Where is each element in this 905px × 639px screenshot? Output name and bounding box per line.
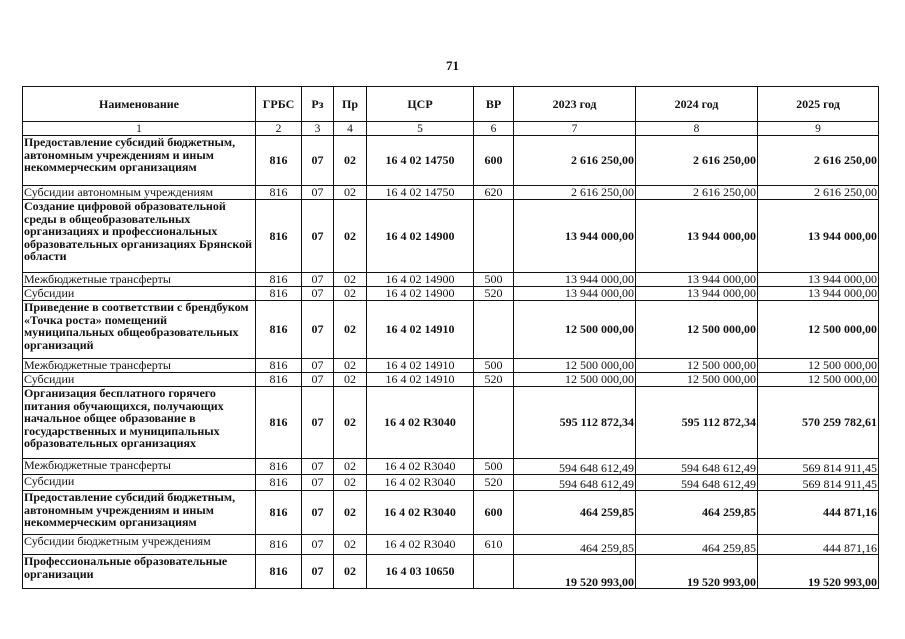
row-rz: 07 [302, 200, 334, 273]
row-vr: 520 [474, 475, 514, 491]
row-rz: 07 [302, 555, 334, 589]
row-2024: 12 500 000,00 [636, 301, 758, 359]
row-2024: 2 616 250,00 [636, 186, 758, 200]
row-2023: 12 500 000,00 [514, 373, 636, 387]
row-2024: 13 944 000,00 [636, 273, 758, 287]
row-grbs: 816 [256, 459, 302, 475]
row-name: Субсидии [23, 475, 256, 491]
row-grbs: 816 [256, 273, 302, 287]
row-vr [474, 555, 514, 589]
row-2025: 12 500 000,00 [758, 301, 879, 359]
column-number: 7 [514, 122, 636, 136]
row-pr: 02 [334, 200, 367, 273]
row-vr: 500 [474, 359, 514, 373]
row-name: Приведение в соответствии с брендбуком «Точка роста» помещений муниципальных общеобразовательных организаций [23, 301, 256, 359]
row-rz: 07 [302, 136, 334, 186]
row-grbs: 816 [256, 491, 302, 535]
row-2025: 13 944 000,00 [758, 273, 879, 287]
row-pr: 02 [334, 186, 367, 200]
row-2025: 19 520 993,00 [758, 555, 879, 589]
table-row [23, 186, 879, 200]
row-vr: 520 [474, 287, 514, 301]
column-number: 1 [23, 122, 256, 136]
table-row [23, 491, 879, 535]
header-pr: Пр [334, 87, 367, 122]
row-2023: 594 648 612,49 [514, 475, 636, 491]
header-row [23, 87, 879, 122]
row-2023: 12 500 000,00 [514, 359, 636, 373]
row-pr: 02 [334, 459, 367, 475]
row-2024: 19 520 993,00 [636, 555, 758, 589]
row-csr: 16 4 02 14750 [367, 186, 474, 200]
row-rz: 07 [302, 459, 334, 475]
row-rz: 07 [302, 287, 334, 301]
row-csr: 16 4 02 R3040 [367, 535, 474, 555]
table-row [23, 287, 879, 301]
row-2023: 464 259,85 [514, 535, 636, 555]
row-2024: 13 944 000,00 [636, 287, 758, 301]
row-grbs: 816 [256, 373, 302, 387]
header-grbs: ГРБС [256, 87, 302, 122]
row-2023: 2 616 250,00 [514, 136, 636, 186]
row-2023: 594 648 612,49 [514, 459, 636, 475]
row-vr [474, 301, 514, 359]
row-name: Межбюджетные трансферты [23, 273, 256, 287]
row-pr: 02 [334, 387, 367, 459]
row-2024: 2 616 250,00 [636, 136, 758, 186]
header-2024: 2024 год [636, 87, 758, 122]
row-2024: 594 648 612,49 [636, 459, 758, 475]
row-2023: 12 500 000,00 [514, 301, 636, 359]
header-2023: 2023 год [514, 87, 636, 122]
row-2024: 464 259,85 [636, 535, 758, 555]
row-grbs: 816 [256, 287, 302, 301]
column-number: 5 [367, 122, 474, 136]
row-grbs: 816 [256, 387, 302, 459]
row-pr: 02 [334, 475, 367, 491]
table-row [23, 555, 879, 589]
row-grbs: 816 [256, 475, 302, 491]
column-number-row [23, 122, 879, 136]
row-vr: 520 [474, 373, 514, 387]
row-rz: 07 [302, 475, 334, 491]
row-pr: 02 [334, 373, 367, 387]
row-2024: 594 648 612,49 [636, 475, 758, 491]
row-2024: 464 259,85 [636, 491, 758, 535]
row-grbs: 816 [256, 301, 302, 359]
row-rz: 07 [302, 535, 334, 555]
header-2025: 2025 год [758, 87, 879, 122]
row-vr: 600 [474, 491, 514, 535]
page-number: 71 [446, 58, 459, 73]
row-rz: 07 [302, 273, 334, 287]
row-pr: 02 [334, 359, 367, 373]
row-name: Создание цифровой образовательной среды в общеобразовательных организациях и профессиональных образовательных организациях Брянской области [23, 200, 256, 273]
row-2023: 13 944 000,00 [514, 200, 636, 273]
row-csr: 16 4 03 10650 [367, 555, 474, 589]
table-row [23, 301, 879, 359]
row-2025: 13 944 000,00 [758, 287, 879, 301]
row-name: Субсидии автономным учреждениям [23, 186, 256, 200]
row-2023: 13 944 000,00 [514, 273, 636, 287]
budget-table [22, 86, 879, 589]
column-number: 9 [758, 122, 879, 136]
row-rz: 07 [302, 491, 334, 535]
row-2023: 595 112 872,34 [514, 387, 636, 459]
row-name: Субсидии бюджетным учреждениям [23, 535, 256, 555]
row-2023: 464 259,85 [514, 491, 636, 535]
row-name: Межбюджетные трансферты [23, 359, 256, 373]
row-name: Субсидии [23, 373, 256, 387]
table-row [23, 387, 879, 459]
row-csr: 16 4 02 14910 [367, 373, 474, 387]
row-pr: 02 [334, 273, 367, 287]
row-2024: 12 500 000,00 [636, 359, 758, 373]
row-2023: 13 944 000,00 [514, 287, 636, 301]
row-pr: 02 [334, 136, 367, 186]
header-rz: Рз [302, 87, 334, 122]
row-pr: 02 [334, 535, 367, 555]
row-2025: 2 616 250,00 [758, 186, 879, 200]
row-grbs: 816 [256, 555, 302, 589]
row-grbs: 816 [256, 359, 302, 373]
row-2024: 12 500 000,00 [636, 373, 758, 387]
header-csr: ЦСР [367, 87, 474, 122]
row-2023: 19 520 993,00 [514, 555, 636, 589]
row-vr: 610 [474, 535, 514, 555]
row-vr: 620 [474, 186, 514, 200]
row-pr: 02 [334, 287, 367, 301]
row-name: Предоставление субсидий бюджетным, автономным учреждениям и иным некоммерческим организациям [23, 136, 256, 186]
row-rz: 07 [302, 301, 334, 359]
row-csr: 16 4 02 14900 [367, 287, 474, 301]
table-row [23, 373, 879, 387]
table-row [23, 359, 879, 373]
row-2023: 2 616 250,00 [514, 186, 636, 200]
column-number: 3 [302, 122, 334, 136]
row-vr [474, 200, 514, 273]
row-2025: 444 871,16 [758, 535, 879, 555]
row-csr: 16 4 02 14900 [367, 200, 474, 273]
row-rz: 07 [302, 359, 334, 373]
table-row [23, 535, 879, 555]
row-2024: 595 112 872,34 [636, 387, 758, 459]
row-vr: 500 [474, 459, 514, 475]
row-2025: 569 814 911,45 [758, 475, 879, 491]
table-row [23, 273, 879, 287]
row-name: Межбюджетные трансферты [23, 459, 256, 475]
row-rz: 07 [302, 387, 334, 459]
row-csr: 16 4 02 14910 [367, 359, 474, 373]
row-grbs: 816 [256, 136, 302, 186]
row-pr: 02 [334, 491, 367, 535]
column-number: 8 [636, 122, 758, 136]
row-2025: 13 944 000,00 [758, 200, 879, 273]
row-grbs: 816 [256, 535, 302, 555]
row-name: Предоставление субсидий бюджетным, автономным учреждениям и иным некоммерческим организациям [23, 491, 256, 535]
row-pr: 02 [334, 555, 367, 589]
column-number: 6 [474, 122, 514, 136]
row-csr: 16 4 02 R3040 [367, 459, 474, 475]
row-csr: 16 4 02 R3040 [367, 475, 474, 491]
row-rz: 07 [302, 186, 334, 200]
row-vr: 500 [474, 273, 514, 287]
row-csr: 16 4 02 R3040 [367, 491, 474, 535]
table-row [23, 475, 879, 491]
row-grbs: 816 [256, 200, 302, 273]
row-2024: 13 944 000,00 [636, 200, 758, 273]
row-2025: 569 814 911,45 [758, 459, 879, 475]
row-vr [474, 387, 514, 459]
header-vr: ВР [474, 87, 514, 122]
table-row [23, 459, 879, 475]
row-grbs: 816 [256, 186, 302, 200]
row-csr: 16 4 02 14910 [367, 301, 474, 359]
row-vr: 600 [474, 136, 514, 186]
row-2025: 2 616 250,00 [758, 136, 879, 186]
row-csr: 16 4 02 14900 [367, 273, 474, 287]
row-name: Профессиональные образовательные организации [23, 555, 256, 589]
row-pr: 02 [334, 301, 367, 359]
column-number: 4 [334, 122, 367, 136]
row-2025: 570 259 782,61 [758, 387, 879, 459]
row-name: Организация бесплатного горячего питания обучающихся, получающих начальное общее образование в государственных и муниципальных образовательных организациях [23, 387, 256, 459]
row-2025: 12 500 000,00 [758, 359, 879, 373]
row-2025: 444 871,16 [758, 491, 879, 535]
table-row [23, 136, 879, 186]
row-csr: 16 4 02 R3040 [367, 387, 474, 459]
row-2025: 12 500 000,00 [758, 373, 879, 387]
column-number: 2 [256, 122, 302, 136]
row-name: Субсидии [23, 287, 256, 301]
row-rz: 07 [302, 373, 334, 387]
header-name: Наименование [23, 87, 256, 122]
table-row [23, 200, 879, 273]
row-csr: 16 4 02 14750 [367, 136, 474, 186]
